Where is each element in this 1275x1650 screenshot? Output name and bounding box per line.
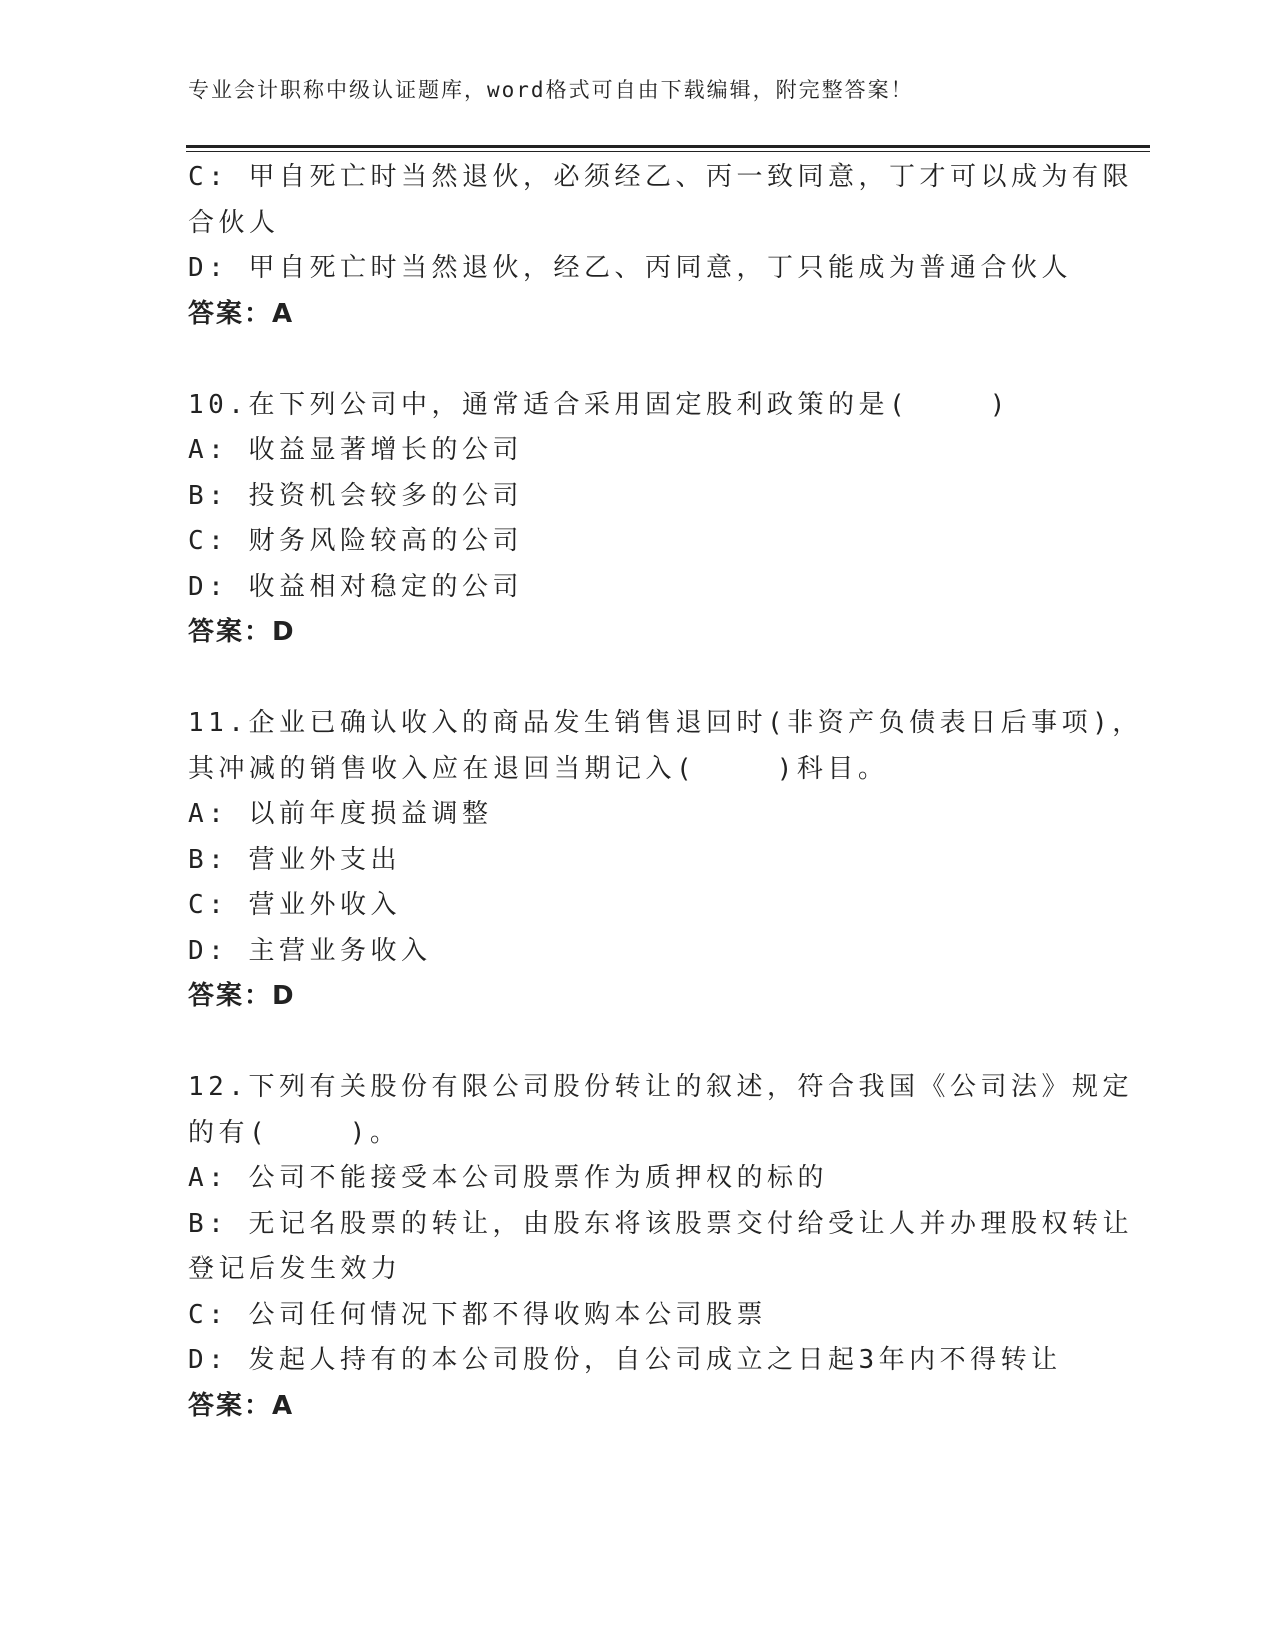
question-content [188, 155, 1143, 1429]
spacer [188, 337, 1088, 383]
option-b: B: 营业外支出 [188, 844, 401, 875]
answer: 答案：A [188, 298, 295, 329]
question-text: 10.在下列公司中，通常适合采用固定股利政策的是( ) [188, 389, 1010, 420]
option-a: A: 以前年度损益调整 [188, 799, 493, 829]
answer: 答案：D [188, 617, 296, 647]
option-c: C: 营业外收入 [188, 890, 401, 920]
answer: 答案：A [188, 1390, 295, 1421]
question-block-12 [188, 1065, 1133, 1429]
option-c-line-2: 合伙人 [188, 207, 280, 238]
option-d: D: 甲自死亡时当然退伙，经乙、丙同意，丁只能成为普通合伙人 [188, 253, 1072, 283]
option-b: B: 投资机会较多的公司 [188, 480, 523, 511]
question-block-10 [188, 383, 1088, 656]
option-c: C: 财务风险较高的公司 [188, 526, 523, 556]
answer: 答案：D [188, 981, 296, 1011]
header-divider-thick [186, 145, 1150, 148]
option-a: A: 收益显著增长的公司 [188, 435, 523, 465]
page-header: 专业会计职称中级认证题库，word格式可自由下载编辑，附完整答案！ [188, 78, 914, 102]
question-block-11 [188, 701, 1143, 1020]
option-b-line-2: 登记后发生效力 [188, 1254, 402, 1284]
option-a: A: 公司不能接受本公司股票作为质押权的标的 [188, 1163, 828, 1193]
spacer [188, 656, 1088, 702]
header-divider-thin [186, 151, 1150, 152]
spacer [188, 1020, 1088, 1066]
option-c: C: 公司任何情况下都不得收购本公司股票 [188, 1299, 767, 1330]
option-c-line-1: C: 甲自死亡时当然退伙，必须经乙、丙一致同意，丁才可以成为有限 [188, 162, 1133, 192]
option-d: D: 收益相对稳定的公司 [188, 571, 523, 602]
question-text-line-1: 11.企业已确认收入的商品发生销售退回时(非资产负债表日后事项)， [188, 708, 1143, 738]
option-d: D: 主营业务收入 [188, 935, 432, 966]
option-b-line-1: B: 无记名股票的转让，由股东将该股票交付给受让人并办理股权转让 [188, 1208, 1133, 1239]
question-text-line-1: 12.下列有关股份有限公司股份转让的叙述，符合我国《公司法》规定 [188, 1072, 1133, 1102]
question-text-line-2: 的有( )。 [188, 1117, 401, 1148]
option-d: D: 发起人持有的本公司股份，自公司成立之日起3年内不得转让 [188, 1345, 1062, 1375]
question-block-9 [188, 155, 1133, 337]
question-text-line-2: 其冲减的销售收入应在退回当期记入( )科目。 [188, 753, 889, 784]
